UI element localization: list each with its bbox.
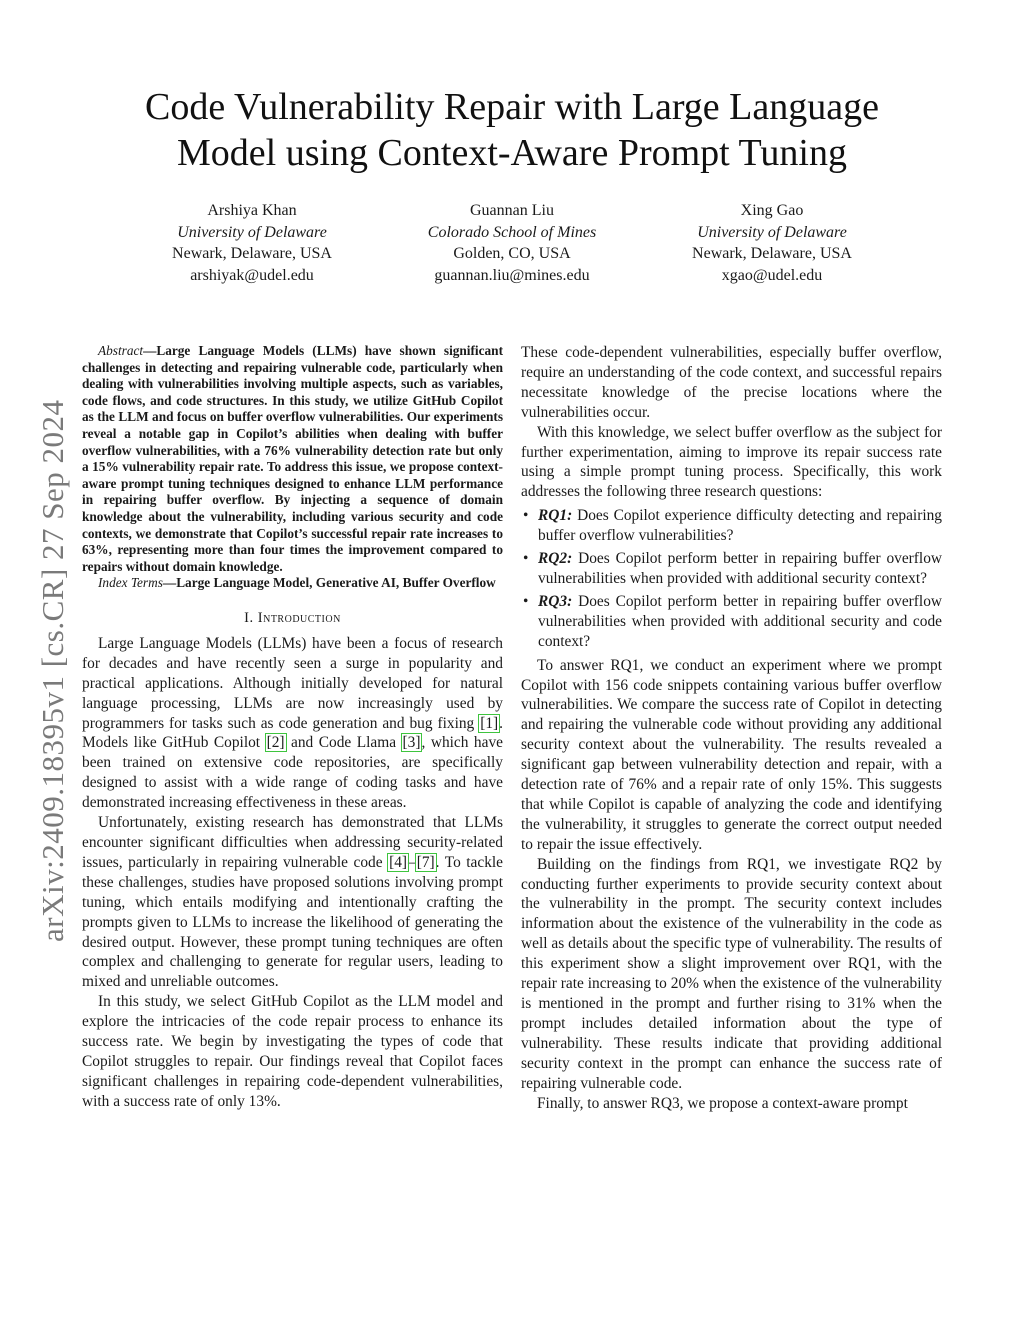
author-block [120,200,904,300]
arxiv-stamp [35,399,70,972]
author-2 [382,200,642,286]
arxiv-stamp-text: arXiv:2409.18395v1 [cs.CR] 27 Sep 2024 [35,399,70,942]
author-name: Guannan Liu [470,202,554,219]
rq-label: RQ1: [538,507,573,525]
abstract-text: —Large Language Models (LLMs) have shown significant challenges in detecting and repairing vulnerable code, particularly when dealing with vulnerabilities involving multiple aspects, such as variables, code flows, and code structures. In this study, we utilize GitHub Copilot as the LLM and focus on buffer overflow vulnerabilities. Our experiments reveal a notable gap in Copilot’s abilities when dealing with buffer overflow vulnerabilities, with a 76% vulnerability detection rate but only a 15% vulnerability repair rate. To address this issue, we propose context-aware prompt tuning techniques designed to enhance LLM performance in repairing buffer overflow. By injecting a sequence of domain knowledge about the vulnerability, including various security and code contexts, we demonstrate that Copilot’s successful repair rate increases to 63%, representing more than four times the improvement compared to repairs without domain knowledge. [82,343,503,574]
abstract [82,343,503,575]
author-location: Golden, CO, USA [453,245,571,262]
author-location: Newark, Delaware, USA [172,245,332,262]
author-email: xgao@udel.edu [721,266,823,284]
author-3 [642,200,902,286]
text-run: – [408,853,416,871]
section-heading-introduction [82,608,503,628]
index-terms-text: —Large Language Model, Generative AI, Buffer Overflow [162,575,496,591]
intro-paragraph-2 [82,813,503,992]
index-terms [82,575,503,592]
text-run: . Models like GitHub Copilot [82,714,503,752]
section-title: Introduction [257,609,341,626]
citation-link[interactable]: [7] [416,853,435,871]
research-questions-list [521,506,942,651]
citation-link[interactable]: [2] [266,734,285,752]
rq-label: RQ2: [538,550,573,568]
rq-text: Does Copilot perform better in repairing buffer overflow vulnerabilities when provided with additional security context? [538,550,942,587]
index-terms-label: Index Terms [98,575,163,591]
text-run: , which have been trained on extensive code repositories, are specifically designed to assist with a wide range of coding tasks and have demonstrated increasing effectiveness in these areas. [82,734,503,812]
rq-text: Does Copilot experience difficulty detecting and repairing buffer overflow vulnerabilities? [538,507,942,545]
abstract-label: Abstract [98,343,144,358]
title-line-1: Code Vulnerability Repair with Large Language [145,86,879,128]
intro-paragraph-1 [82,634,503,813]
right-paragraph-2: With this knowledge, we select buffer overflow as the subject for further experimentation, aiming to improve its repair success rate using a simple prompt tuning process. Specifically, this work addresses the following three research questions: [521,423,942,501]
text-run: Unfortunately, existing research has demonstrated that LLMs encounter significant difficulties when addressing security-related issues, particularly in repairing vulnerable code [82,814,503,871]
citation-link[interactable]: [1] [480,714,499,732]
rq-label: RQ3: [538,592,573,610]
intro-paragraph-3: In this study, we select GitHub Copilot as the LLM model and explore the intricacies of the code repair process to enhance its success rate. We begin by investigating the types of code that Copilot struggles to repair. Our findings reveal that Copilot faces significant challenges in repairing code-dependent vulnerabilities, with a success rate of only 13%. [82,993,503,1110]
title-line-2: Model using Context-Aware Prompt Tuning [177,132,847,174]
research-question-3 [521,592,942,652]
citation-link[interactable]: [3] [402,734,421,752]
citation-link[interactable]: [4] [389,853,408,871]
paper-title [80,84,944,176]
text-run: . To tackle these challenges, studies have proposed solutions involving prompt tuning, which entails modifying and intentionally crafting the prompts given to LLMs to increase the likelihood of generating the desired output. However, these prompt tuning techniques are often complex and challenging to generate for regular users, leading to mixed and unreliable outcomes. [82,853,503,991]
right-paragraph-3: To answer RQ1, we conduct an experiment where we prompt Copilot with 156 code snippets containing various buffer overflow vulnerabilities. We compare the success rate of Copilot in detecting and repairing the vulnerable code without providing any additional security context about the vulnerability. The results revealed a significant gap between vulnerability detection and repair, with a detection rate of 76% and a repair rate of only 15%. This suggests that while Copilot is capable of analyzing the code and identifying the vulnerability, it struggles to generate the correct output needed to repair the issue effectively. [521,656,942,853]
author-1 [122,200,382,286]
right-paragraph-1: These code-dependent vulnerabilities, especially buffer overflow, require an understanding of the code context, and successful repairs necessitate knowledge of the precise locations where the vulnerabilities occur. [521,344,942,421]
bullet-icon: • [523,592,529,610]
research-question-2 [521,549,942,589]
right-paragraph-4: Building on the findings from RQ1, we investigate RQ2 by conducting further experiments to provide security context about the vulnerability in the prompt. The security context includes information about the existence of the vulnerability in the code as well as details about the specific type of vulnerability. The results of this experiment show a slight improvement over RQ1, with the repair rate increasing to 20% when the existence of the vulnerability is mentioned in the prompt and further rising to 31% when the prompt includes detailed information about the type of vulnerability. These results indicate that providing additional security context in the prompt can enhance the success rate of repairing vulnerable code. [521,855,942,1092]
author-affiliation: University of Delaware [697,223,847,241]
author-name: Xing Gao [740,202,804,219]
rq-text: Does Copilot perform better in repairing buffer overflow vulnerabilities when provided with additional security and code context? [538,592,942,650]
author-location: Newark, Delaware, USA [692,245,852,262]
bullet-icon: • [523,507,529,525]
author-affiliation: Colorado School of Mines [427,223,597,241]
text-run: Large Language Models (LLMs) have been a focus of research for decades and have recently seen a surge in popularity and practical applications. Although initially developed for natural language processing, LLMs are now increasingly used by programmers for tasks such as code generation and bug fixing [82,634,503,732]
right-paragraph-5: Finally, to answer RQ3, we propose a context-aware prompt [537,1094,908,1112]
author-email: arshiyak@udel.edu [190,266,314,284]
author-email: guannan.liu@mines.edu [434,266,590,284]
left-column [82,343,503,1112]
right-column [521,343,942,1113]
section-number: I. [244,609,254,626]
bullet-icon: • [523,550,529,568]
author-name: Arshiya Khan [207,202,297,219]
text-run: and Code Llama [285,734,402,752]
research-question-1 [521,506,942,546]
author-affiliation: University of Delaware [177,223,327,241]
